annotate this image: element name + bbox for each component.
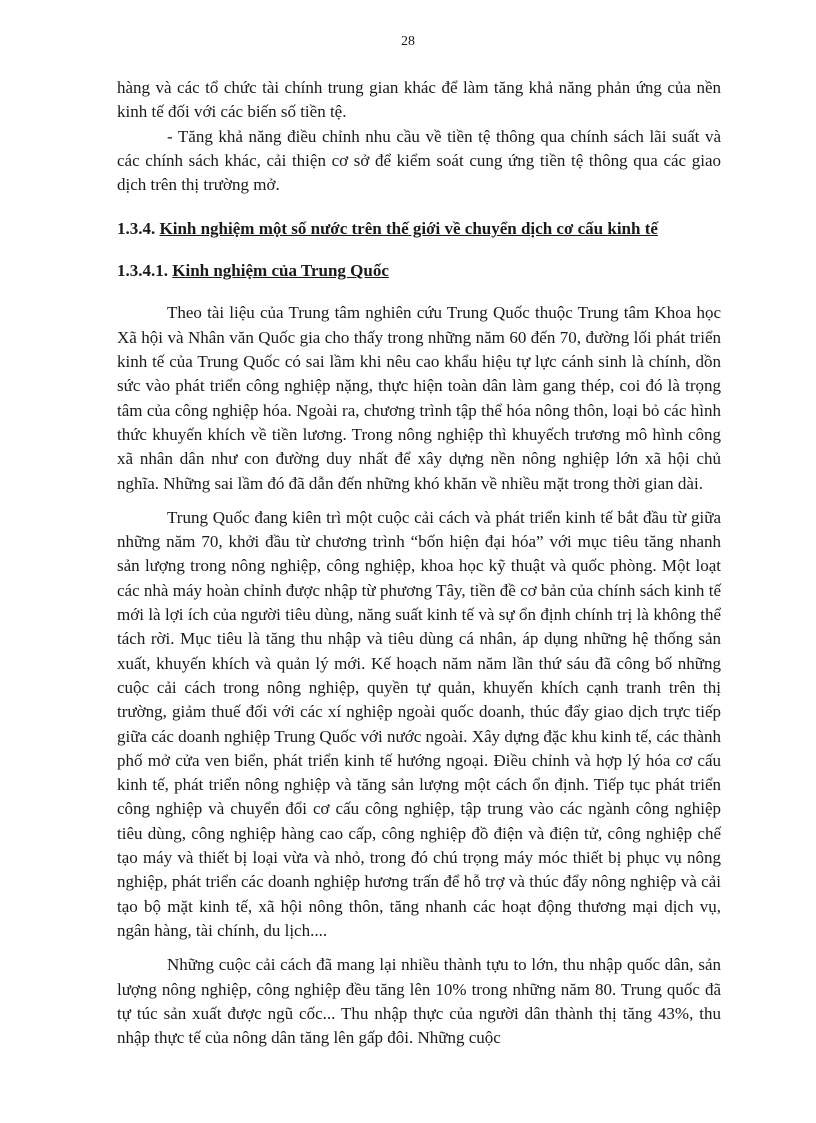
section-heading [117, 217, 721, 241]
paragraph-continued: hàng và các tổ chức tài chính trung gian khác để làm tăng khả năng phản ứng của nền kinh tế đối với các biến số tiền tệ. [117, 78, 721, 122]
paragraph: Những cuộc cải cách đã mang lại nhiều thành tựu to lớn, thu nhập quốc dân, sản lượng nông nghiệp, công nghiệp đều tăng lên 10% trong những năm 80. Trung quốc đã tự túc sản xuất được ngũ cốc... Thu nhập thực của người dân thành thị tăng 43%, thu nhập thực tế của nông dân tăng lên gấp đôi. Những cuộc [117, 955, 721, 1048]
page-number: 28 [401, 34, 415, 49]
document-body [117, 76, 721, 1050]
subsection-title: Kinh nghiệm của Trung Quốc [172, 261, 389, 281]
section-number: 1.3.4. [117, 219, 156, 239]
subsection-number: 1.3.4.1. [117, 261, 168, 281]
paragraph: Theo tài liệu của Trung tâm nghiên cứu Trung Quốc thuộc Trung tâm Khoa học Xã hội và Nhân văn Quốc gia cho thấy trong những năm 60 đến 70, đường lối phát triển kinh tế của Trung Quốc có sai lầm khi nêu cao khẩu hiệu tự lực cánh sinh là chính, dồn sức vào phát triển công nghiệp nặng, thực hiện toàn dân làm gang thép, coi đó là trọng tâm của công nghiệp hóa. Ngoài ra, chương trình tập thể hóa nông thôn, loại bỏ các hình thức khuyến khích về tiền lương. Trong nông nghiệp thì khuyếch trương mô hình công xã nhân dân như con đường duy nhất để xây dựng nền nông nghiệp lớn xã hội chủ nghĩa. Những sai lầm đó đã dẫn đến những khó khăn về nhiều mặt trong thời gian dài. [117, 303, 721, 493]
section-title: Kinh nghiệm một số nước trên thế giới về chuyển dịch cơ cấu kinh tế [159, 219, 658, 239]
subsection-heading [117, 259, 721, 283]
paragraph: Trung Quốc đang kiên trì một cuộc cải cách và phát triển kinh tế bắt đầu từ giữa những năm 70, khởi đầu từ chương trình “bốn hiện đại hóa” với mục tiêu tăng nhanh sản lượng trong nông nghiệp, công nghiệp, khoa học kỹ thuật và quốc phòng. Một loạt các nhà máy hoàn chỉnh được nhập từ phương Tây, tiền đề cơ bản của chính sách kinh tế mới là lợi ích của người tiêu dùng, năng suất kinh tế và sự ổn định chính trị là không thể tách rời. Mục tiêu là tăng thu nhập và tiêu dùng cá nhân, áp dụng những hệ thống sản xuất, khuyến khích và quản lý mới. Kế hoạch năm năm lần thứ sáu đã công bố những cuộc cải cách trong nông nghiệp, quyền tự quản, khuyến khích cạnh tranh trên thị trường, giảm thuế đối với các xí nghiệp ngoài quốc doanh, thúc đẩy giao dịch trực tiếp giữa các doanh nghiệp Trung Quốc với nước ngoài. Xây dựng đặc khu kinh tế, các thành phố mở cửa ven biển, phát triển kinh tế hướng ngoại. Điều chỉnh và hợp lý hóa cơ cấu kinh tế, phát triển nông nghiệp và tăng sản lượng một cách ổn định. Tiếp tục phát triển công nghiệp và chuyển đổi cơ cấu công nghiệp, tập trung vào các ngành công nghiệp tiêu dùng, công nghiệp hàng cao cấp, công nghiệp đồ điện và điện tử, công nghiệp chế tạo máy và thiết bị loại vừa và nhỏ, trong đó chú trọng máy móc thiết bị phục vụ nông nghiệp, phát triển các doanh nghiệp hương trấn để hỗ trợ và thúc đẩy nông nghiệp và cải tạo bộ mặt kinh tế, xã hội nông thôn, tăng nhanh các hoạt động thương mại dịch vụ, ngân hàng, tài chính, du lịch.... [117, 507, 721, 940]
bullet-paragraph: - Tăng khả năng điều chỉnh nhu cầu về tiền tệ thông qua chính sách lãi suất và các chính sách khác, cải thiện cơ sở để kiểm soát cung ứng tiền tệ thông qua các giao dịch trên thị trường mở. [117, 126, 721, 195]
